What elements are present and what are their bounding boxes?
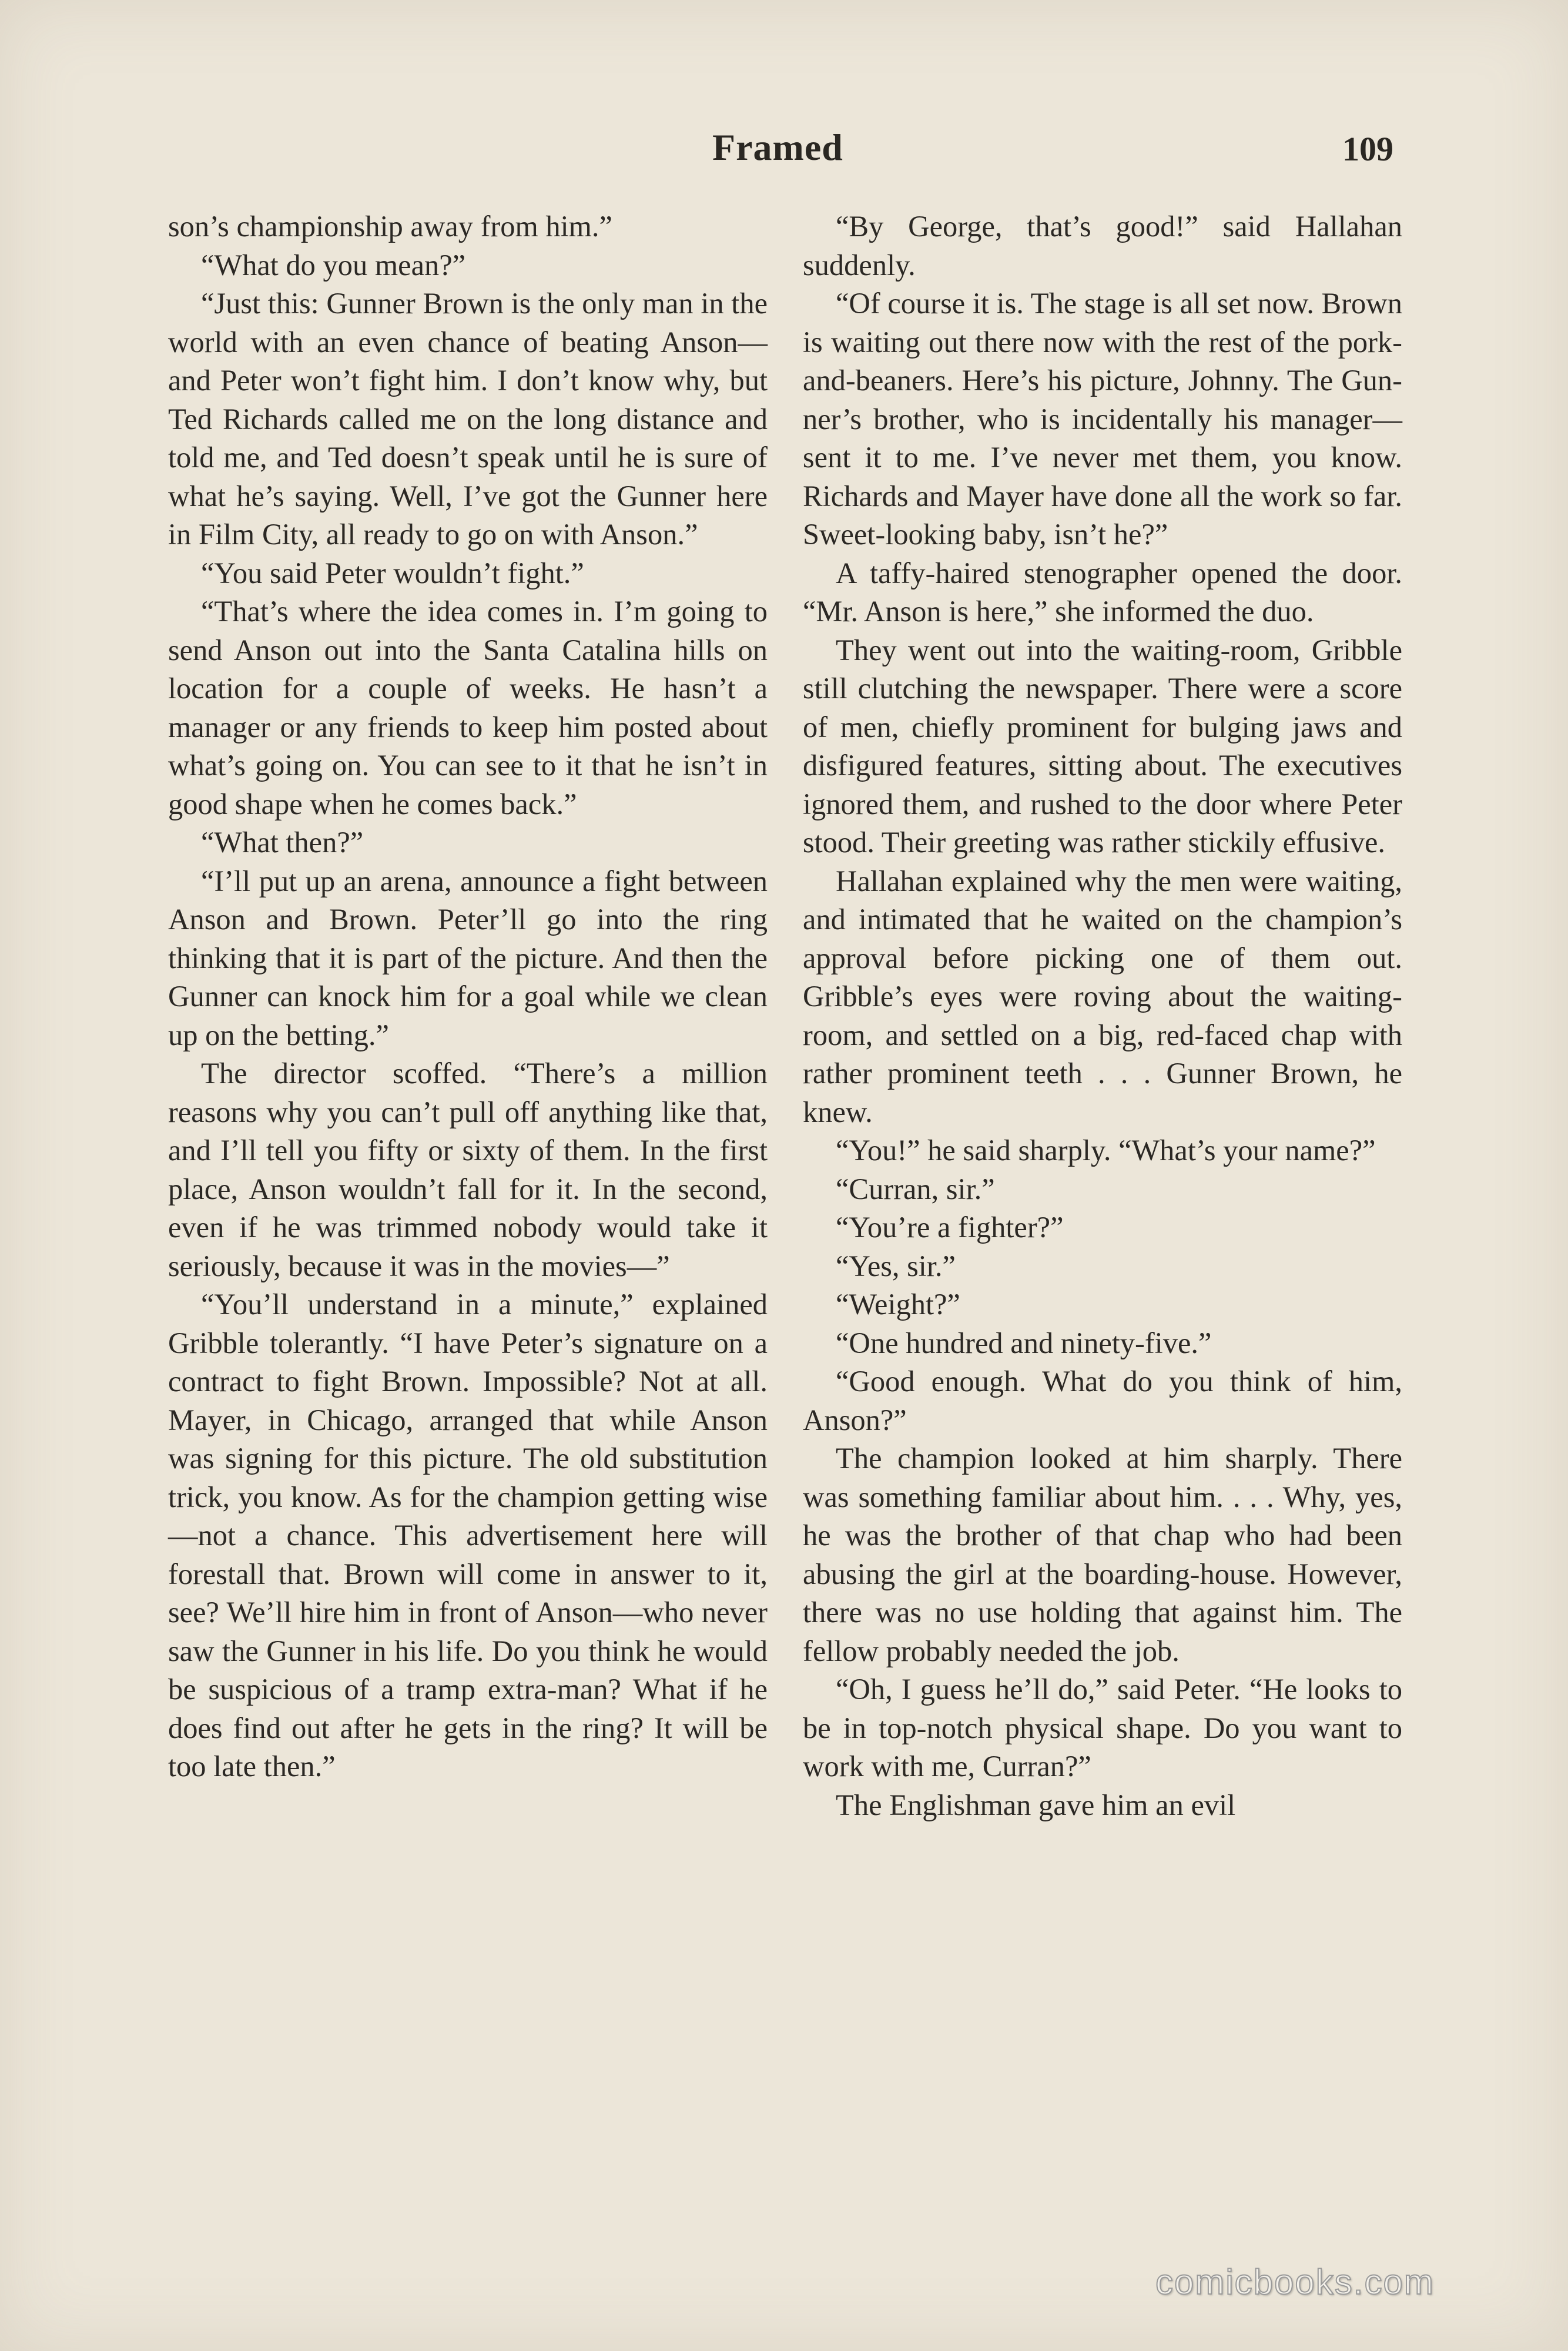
paragraph: Hallahan explained why the men were waiting, and intimated that he waited on the champion’s approval before picking one of them out. Gribble’s eyes were roving about the waiting-room, and settled on a big, red-faced chap with rather prominent teeth . . . Gunner Brown, he knew.: [803, 864, 1402, 1128]
paragraph: “What do you mean?”: [201, 248, 466, 282]
paragraph: “Yes, sir.”: [836, 1249, 956, 1282]
paragraph: “I’ll put up an arena, announce a fight between Anson and Brown. Peter’ll go into the ring thinking that it is part of the picture. And then the Gunner can knock him for a goal while we clean up on the betting.”: [168, 864, 768, 1051]
paragraph: The champion looked at him sharply. There was something familiar about him. . . . Why, yes, he was the brother of that chap who had been abusing the girl at the boarding-house. However, there was no use holding that against him. The fellow probably needed the job.: [803, 1442, 1402, 1667]
paragraph: son’s championship away from him.”: [168, 210, 612, 243]
paragraph: “Good enough. What do you think of him, Anson?”: [803, 1365, 1402, 1436]
paragraph: “Oh, I guess he’ll do,” said Peter. “He looks to be in top-notch physical shape. Do you want to work with me, Curran?”: [803, 1673, 1402, 1783]
paragraph: “By George, that’s good!” said Hallahan suddenly.: [803, 210, 1402, 282]
paragraph: A taffy-haired stenographer opened the door. “Mr. Anson is here,” she informed the duo.: [803, 556, 1402, 628]
watermark: comicbooks.com: [1155, 2262, 1435, 2302]
paragraph: The director scoffed. “There’s a million reasons why you can’t pull off anything like that, and I’ll tell you fifty or sixty of them. In the first place, Anson wouldn’t fall for it. In the second, even if he was trimmed nobody would take it seriously, because it was in the movies—”: [168, 1057, 768, 1282]
paragraph: The Englishman gave him an evil: [836, 1788, 1236, 1821]
text-column-right: [803, 207, 1402, 1824]
paragraph: “What then?”: [201, 826, 364, 859]
paragraph: “Of course it is. The stage is all set now. Brown is waiting out there now with the rest of the pork-and-beaners. Here’s his picture, Johnny. The Gunner’s brother, who is incidentally his manager—sent it to me. I’ve never met them, you know. Richards and Mayer have done all the work so far. Sweet-looking baby, isn’t he?”: [803, 287, 1402, 551]
paragraph: “You said Peter wouldn’t fight.”: [201, 556, 584, 590]
page-number: 109: [1342, 130, 1393, 168]
text-column-left: [168, 207, 768, 1786]
paragraph: “One hundred and ninety-five.”: [836, 1326, 1212, 1359]
paragraph: “That’s where the idea comes in. I’m going to send Anson out into the Santa Catalina hills on location for a couple of weeks. He hasn’t a manager or any friends to keep him posted about what’s going on. You can see to it that he isn’t in good shape when he comes back.”: [168, 595, 768, 820]
paragraph: “You!” he said sharply. “What’s your name?”: [836, 1134, 1376, 1167]
paragraph: “Weight?”: [836, 1288, 960, 1321]
paragraph: They went out into the waiting-room, Gribble still clutching the newspaper. There were a score of men, chiefly prominent for bulging jaws and disfigured features, sitting about. The executives ignored them, and rushed to the door where Peter stood. Their greeting was rather stickily effusive.: [803, 633, 1402, 859]
paragraph: “You’re a fighter?”: [836, 1211, 1064, 1244]
paragraph: “Curran, sir.”: [836, 1172, 995, 1205]
paragraph: “You’ll understand in a minute,” explained Gribble tolerantly. “I have Peter’s signature on a contract to fight Brown. Impossible? Not at all. Mayer, in Chicago, arranged that while Anson was signing for this picture. The old substitution trick, you know. As for the champion getting wise—not a chance. This advertisement here will forestall that. Brown will come in answer to it, see? We’ll hire him in front of Anson—who never saw the Gunner in his life. Do you think he would be suspicious of a tramp extra-man? What if he does find out after he gets in the ring? It will be too late then.”: [168, 1288, 768, 1783]
running-head-title: Framed: [712, 126, 843, 168]
paragraph: “Just this: Gunner Brown is the only man in the world with an even chance of beating Anson—and Peter won’t fight him. I don’t know why, but Ted Richards called me on the long distance and told me, and Ted doesn’t speak until he is sure of what he’s saying. Well, I’ve got the Gunner here in Film City, all ready to go on with Anson.”: [168, 287, 768, 551]
